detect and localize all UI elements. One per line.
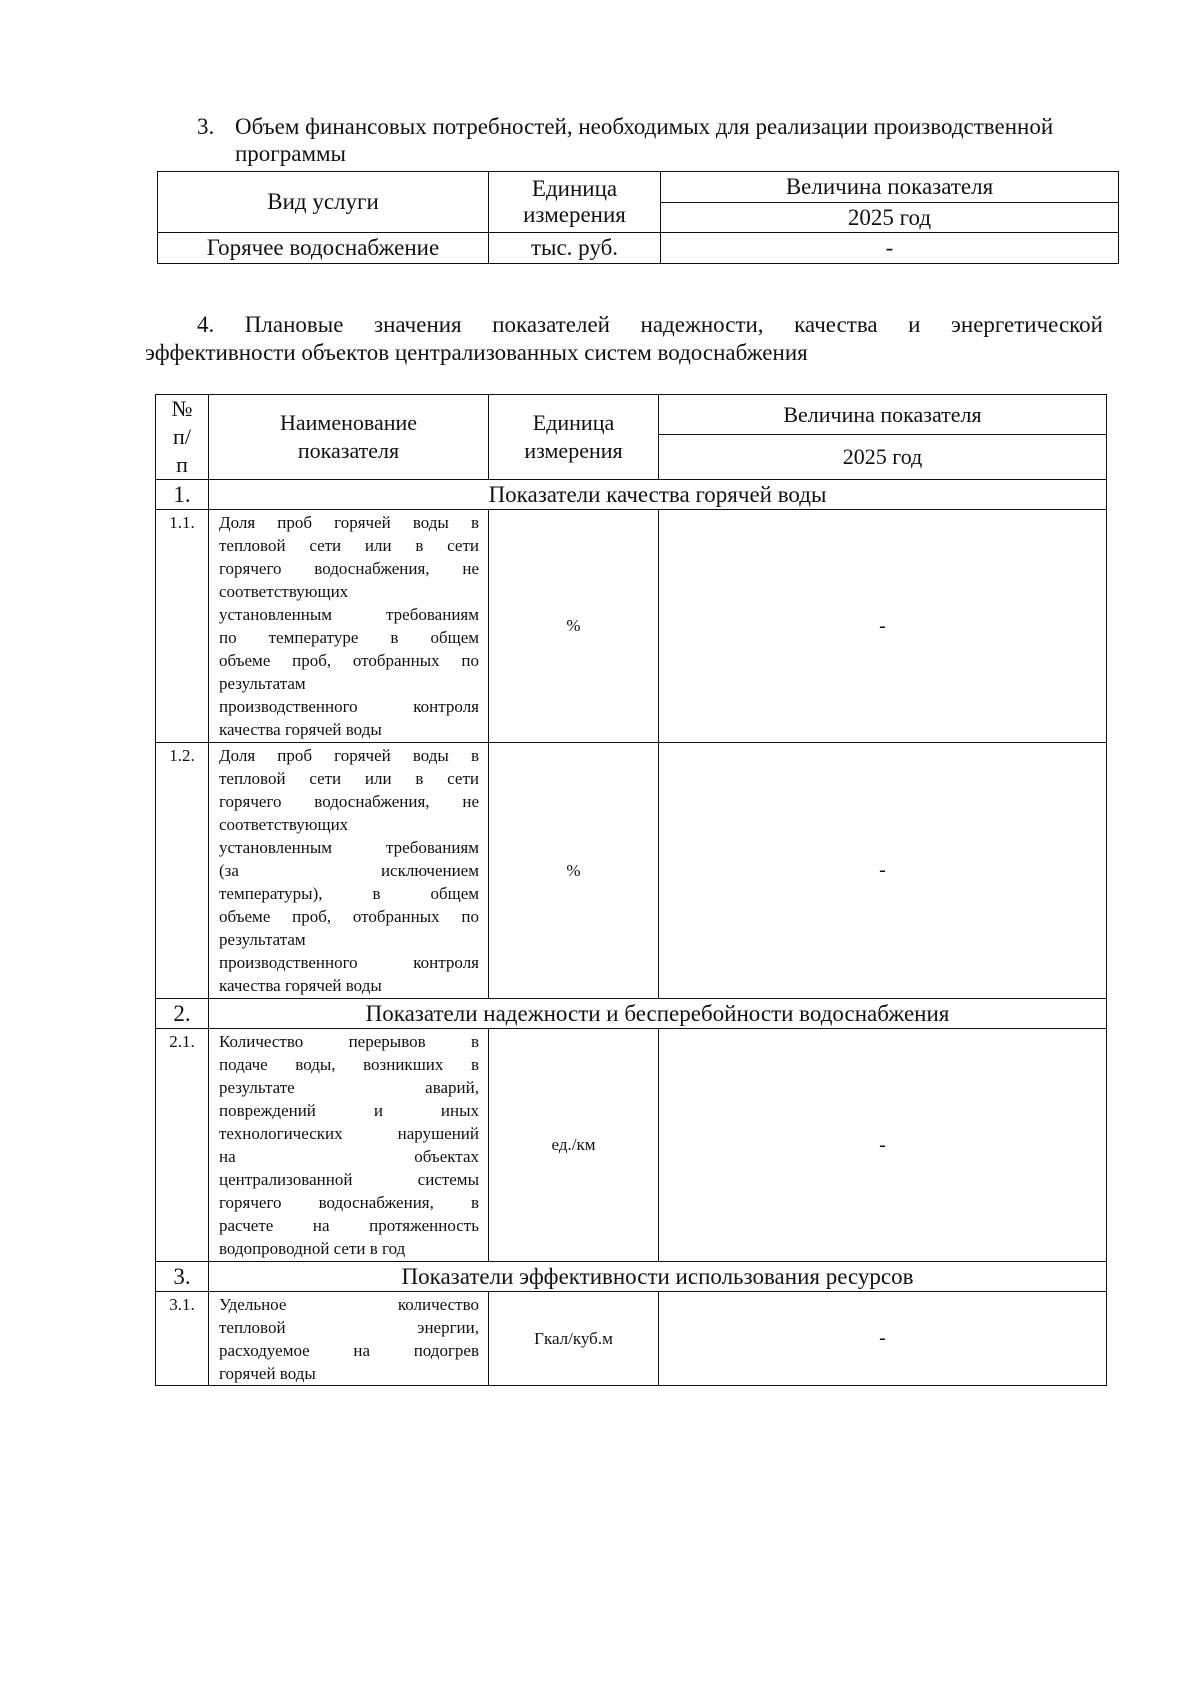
header-value: Величина показателя <box>661 172 1119 203</box>
indicator-name-line: температуры), в общем <box>219 884 479 903</box>
section-4-title-word: и <box>908 312 921 337</box>
row-number: 3.1. <box>156 1292 209 1386</box>
indicator-name-line: технологических нарушений <box>219 1124 479 1143</box>
group-row <box>156 1262 1107 1292</box>
indicator-name-line: на объектах <box>219 1147 479 1166</box>
section-4-title-word: надежности, <box>640 312 764 337</box>
group-title: Показатели надежности и бесперебойности водоснабжения <box>209 999 1107 1029</box>
indicator-name-line: тепловой сети или в сети <box>219 769 479 788</box>
table-row <box>156 1292 1107 1386</box>
cell-value: - <box>661 233 1119 264</box>
header-year: 2025 год <box>659 435 1107 480</box>
group-title: Показатели эффективности использования ресурсов <box>209 1262 1107 1292</box>
table-row <box>156 510 1107 743</box>
indicator-name-line: расчете на протяженность <box>219 1216 479 1235</box>
row-number: 1.1. <box>156 510 209 743</box>
indicator-name-line: результатам <box>219 674 306 693</box>
indicator-name-line: централизованной системы <box>219 1170 479 1189</box>
indicator-unit: ед./км <box>489 1029 659 1262</box>
table-row <box>156 1029 1107 1262</box>
section-4-title-line2: эффективности объектов централизованных систем водоснабжения <box>145 340 808 365</box>
indicator-name-line: по температуре в общем <box>219 628 479 647</box>
indicator-name-line: объеме проб, отобранных по <box>219 651 479 670</box>
section-4-title-word: качества <box>794 312 878 337</box>
section-4-title-line1 <box>145 311 1103 339</box>
indicator-name-line: установленным требованиям <box>219 838 479 857</box>
indicator-name-line: Доля проб горячей воды в <box>219 513 479 532</box>
indicator-value: - <box>659 1029 1107 1262</box>
group-number: 2. <box>156 999 209 1029</box>
section-3-title-line2: программы <box>235 141 347 166</box>
header-year: 2025 год <box>661 203 1119 233</box>
section-4-title-word: показателей <box>492 312 610 337</box>
financial-needs-table <box>157 171 1119 264</box>
indicator-name-line: тепловой энергии, <box>219 1318 479 1337</box>
indicator-name-line: результатам <box>219 930 306 949</box>
indicators-body <box>156 480 1107 1386</box>
indicator-name-line: соответствующих <box>219 582 349 601</box>
section-4-heading <box>145 311 1103 367</box>
section-4-title-word: Плановые <box>244 312 344 337</box>
indicator-name-line: расходуемое на подогрев <box>219 1341 479 1360</box>
indicator-name-line: горячей воды <box>219 1364 316 1383</box>
indicator-unit: Гкал/куб.м <box>489 1292 659 1386</box>
indicators-table <box>155 394 1107 1386</box>
indicator-name <box>209 510 489 743</box>
header-value: Величина показателя <box>659 395 1107 435</box>
row-number: 1.2. <box>156 743 209 999</box>
indicator-value: - <box>659 1292 1107 1386</box>
indicator-name-line: тепловой сети или в сети <box>219 536 479 555</box>
indicator-name-line: производственного контроля <box>219 953 479 972</box>
indicator-name-line: Удельное количество <box>219 1295 479 1314</box>
cell-unit: тыс. руб. <box>489 233 661 264</box>
group-row <box>156 480 1107 510</box>
indicator-name-line: водопроводной сети в год <box>219 1239 406 1258</box>
section-4-title-word: энергетической <box>951 312 1103 337</box>
indicator-name-line: горячего водоснабжения, в <box>219 1193 479 1212</box>
header-number: № п/ п <box>156 395 209 480</box>
indicator-value: - <box>659 743 1107 999</box>
indicator-unit: % <box>489 743 659 999</box>
table-row <box>158 233 1119 264</box>
group-number: 1. <box>156 480 209 510</box>
cell-service: Горячее водоснабжение <box>158 233 489 264</box>
header-unit: Единица измерения <box>489 395 659 480</box>
indicator-name-line: подаче воды, возникших в <box>219 1055 479 1074</box>
indicator-value: - <box>659 510 1107 743</box>
indicator-name-line: (за исключением <box>219 861 479 880</box>
indicator-name-line: качества горячей воды <box>219 720 382 739</box>
indicator-name-line: Доля проб горячей воды в <box>219 746 479 765</box>
indicator-name <box>209 1029 489 1262</box>
indicator-name-line: горячего водоснабжения, не <box>219 559 479 578</box>
header-unit: Единица измерения <box>489 172 661 233</box>
group-title: Показатели качества горячей воды <box>209 480 1107 510</box>
section-3-number: 3. <box>197 114 215 139</box>
indicator-name-line: объеме проб, отобранных по <box>219 907 479 926</box>
group-number: 3. <box>156 1262 209 1292</box>
indicator-name-line: повреждений и иных <box>219 1101 479 1120</box>
indicator-name-line: Количество перерывов в <box>219 1032 479 1051</box>
indicator-name-line: результате аварий, <box>219 1078 479 1097</box>
indicator-name-line: производственного контроля <box>219 697 479 716</box>
indicator-name-line: установленным требованиям <box>219 605 479 624</box>
indicator-name-line: соответствующих <box>219 815 349 834</box>
row-number: 2.1. <box>156 1029 209 1262</box>
header-indicator-name: Наименование показателя <box>209 395 489 480</box>
section-4-title-word: 4. <box>197 312 215 337</box>
section-4-title-word: значения <box>373 312 462 337</box>
indicator-name-line: качества горячей воды <box>219 976 382 995</box>
indicator-name <box>209 743 489 999</box>
indicator-name-line: горячего водоснабжения, не <box>219 792 479 811</box>
indicator-name <box>209 1292 489 1386</box>
header-service: Вид услуги <box>158 172 489 233</box>
table-row <box>156 743 1107 999</box>
group-row <box>156 999 1107 1029</box>
indicator-unit: % <box>489 510 659 743</box>
section-3-title-line1: Объем финансовых потребностей, необходимых для реализации производственной <box>235 114 1054 139</box>
